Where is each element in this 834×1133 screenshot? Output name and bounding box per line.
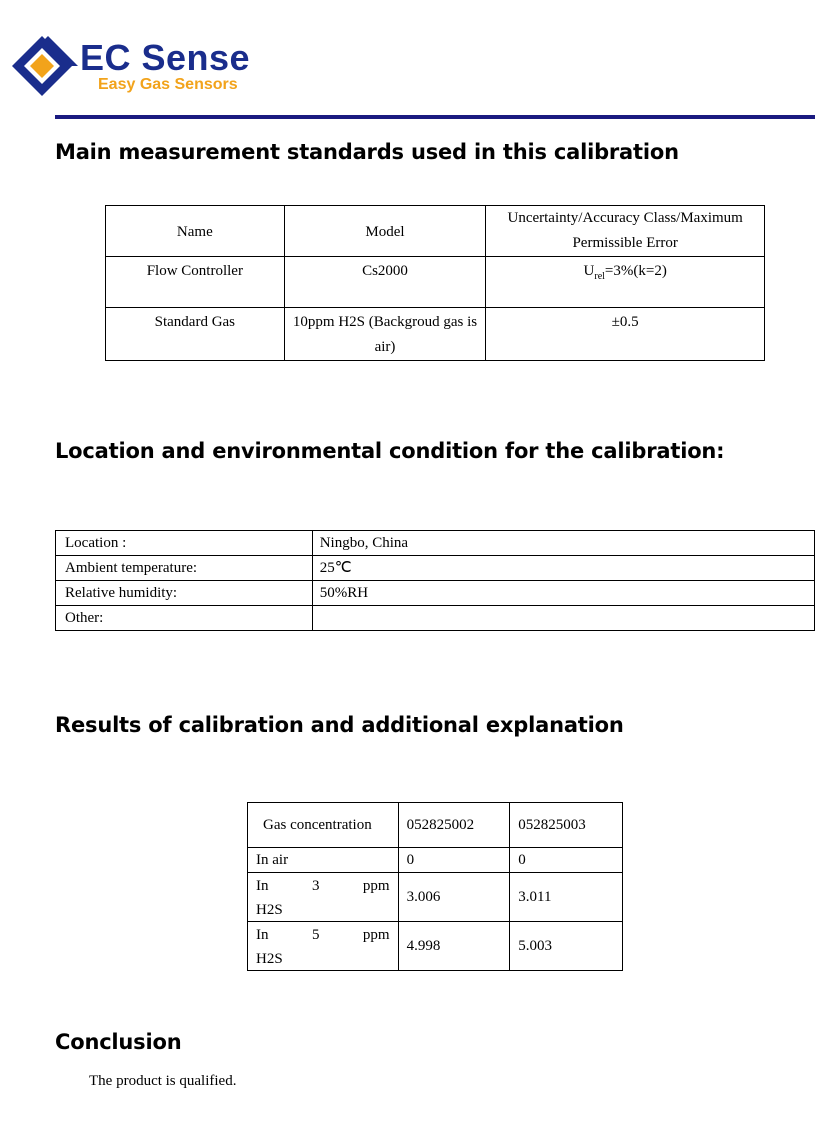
header-model: Model (284, 206, 486, 257)
result-condition (248, 873, 399, 922)
brand-tagline: Easy Gas Sensors (98, 76, 238, 93)
condition-word: 3 (311, 877, 320, 894)
header-divider (55, 115, 815, 119)
standard-error (486, 308, 765, 361)
standards-table (105, 205, 765, 361)
condition-gas: H2S (256, 950, 283, 967)
table-row (56, 531, 815, 556)
env-value: 50%RH (312, 581, 814, 606)
result-value: 0 (510, 848, 623, 873)
header-name: Name (106, 206, 285, 257)
results-section-title: Results of calibration and additional explanation (55, 713, 624, 737)
standard-model: Cs2000 (284, 257, 486, 308)
condition-word: ppm (362, 877, 390, 894)
standards-section-title: Main measurement standards used in this calibration (55, 140, 679, 164)
result-value: 4.998 (398, 922, 510, 971)
env-label: Other: (56, 606, 313, 631)
table-row (248, 922, 623, 971)
error-symbol: U (583, 263, 595, 279)
environment-section-title: Location and environmental condition for the calibration: (55, 439, 725, 463)
standard-name: Flow Controller (106, 257, 285, 308)
conclusion-section-title: Conclusion (55, 1030, 182, 1054)
header-gas-concentration: Gas concentration (248, 803, 399, 848)
condition-word: In (256, 877, 269, 894)
error-subscript: rel (594, 271, 605, 282)
header-error: Uncertainty/Accuracy Class/Maximum Permissible Error (486, 206, 765, 257)
result-value: 0 (398, 848, 510, 873)
table-row (56, 606, 815, 631)
condition-word: 5 (311, 926, 320, 943)
table-header-row (248, 803, 623, 848)
env-value: 25℃ (312, 556, 814, 581)
diamond-logo-icon (8, 34, 78, 98)
condition-word: ppm (362, 926, 390, 943)
results-table (247, 802, 623, 971)
table-header-row (106, 206, 765, 257)
env-label: Relative humidity: (56, 581, 313, 606)
header-sensor-1: 052825002 (398, 803, 510, 848)
result-value: 3.011 (510, 873, 623, 922)
result-condition (248, 922, 399, 971)
standard-error (486, 257, 765, 308)
env-label: Location : (56, 531, 313, 556)
result-condition: In air (248, 848, 399, 873)
env-value: Ningbo, China (312, 531, 814, 556)
brand-name: EC Sense (80, 37, 251, 78)
table-row (56, 581, 815, 606)
header-sensor-2: 052825003 (510, 803, 623, 848)
table-row (56, 556, 815, 581)
table-row (248, 873, 623, 922)
env-value (312, 606, 814, 631)
condition-gas: H2S (256, 901, 283, 918)
error-value: =3%(k=2) (604, 263, 667, 279)
standard-model: 10ppm H2S (Backgroud gas is air) (284, 308, 486, 361)
env-label: Ambient temperature: (56, 556, 313, 581)
table-row (248, 848, 623, 873)
ec-sense-logo (8, 34, 268, 98)
error-value: ±0.5 (611, 314, 639, 330)
environment-table (55, 530, 815, 631)
table-row (106, 257, 765, 308)
result-value: 3.006 (398, 873, 510, 922)
condition-word: In (256, 926, 269, 943)
result-value: 5.003 (510, 922, 623, 971)
table-row (106, 308, 765, 361)
conclusion-text: The product is qualified. (89, 1073, 237, 1089)
standard-name: Standard Gas (106, 308, 285, 361)
